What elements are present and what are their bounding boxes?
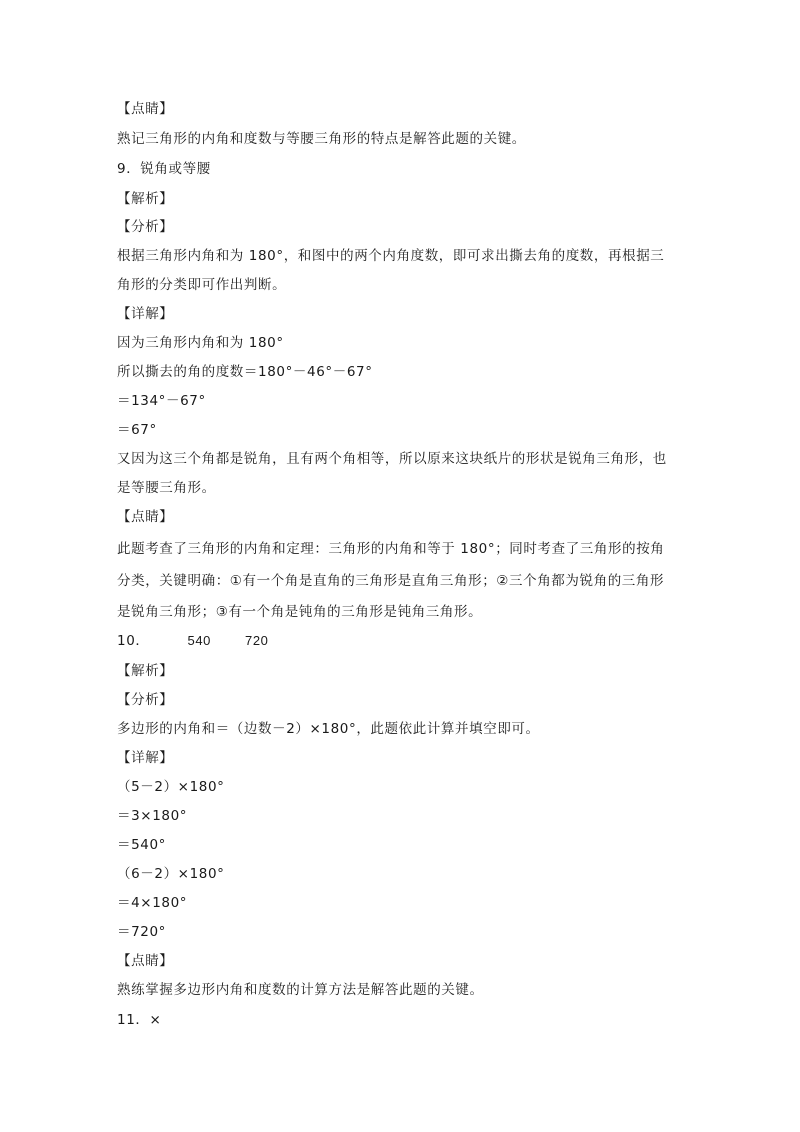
q10-calc: ＝720° <box>117 924 167 940</box>
q11-answer: 11．× <box>117 1012 162 1028</box>
q9-step: ＝134°－67° <box>117 393 206 409</box>
q10-fenxi-label: 【分析】 <box>117 692 174 708</box>
q9-conclusion: 又因为这三个角都是锐角，且有两个角相等，所以原来这块纸片的形状是锐角三角形，也 <box>117 451 667 467</box>
q10-number: 10． <box>117 633 150 649</box>
q9-xiangjie-label: 【详解】 <box>117 306 174 322</box>
q10-calc: ＝3×180° <box>117 808 188 824</box>
q9-fenxi-line: 角形的分类即可作出判断。 <box>117 277 287 293</box>
q10-jiexi-label: 【解析】 <box>117 663 174 679</box>
q10-answer <box>117 632 697 650</box>
q9-dianjing-label: 【点睛】 <box>117 509 174 525</box>
q9-step: 因为三角形内角和为 180° <box>117 335 284 351</box>
q10-answer-1: 540 <box>187 633 211 648</box>
q10-calc: （6－2）×180° <box>117 866 225 882</box>
q9-dianjing-line: 是锐角三角形；③有一个角是钝角的三角形是钝角三角形。 <box>117 604 483 620</box>
q10-dianjing-text: 熟练掌握多边形内角和度数的计算方法是解答此题的关键。 <box>117 982 484 998</box>
q10-calc: ＝4×180° <box>117 895 188 911</box>
q10-xiangjie-label: 【详解】 <box>117 750 174 766</box>
q10-calc: ＝540° <box>117 837 167 853</box>
q10-calc: （5－2）×180° <box>117 779 225 795</box>
q9-fenxi-label: 【分析】 <box>117 219 174 235</box>
q9-jiexi-label: 【解析】 <box>117 191 174 207</box>
dianjing-label: 【点睛】 <box>117 101 174 117</box>
q9-dianjing-line: 此题考查了三角形的内角和定理：三角形的内角和等于 180°；同时考查了三角形的按角 <box>117 541 665 557</box>
q9-dianjing-line: 分类，关键明确：①有一个角是直角的三角形是直角三角形；②三个角都为锐角的三角形 <box>117 573 665 589</box>
q10-fenxi-text: 多边形的内角和＝（边数－2）×180°，此题依此计算并填空即可。 <box>117 721 540 737</box>
q9-fenxi-line: 根据三角形内角和为 180°，和图中的两个内角度数，即可求出撕去角的度数，再根据三 <box>117 248 665 264</box>
q9-step: 所以撕去的角的度数＝180°－46°－67° <box>117 364 373 380</box>
q9-step: ＝67° <box>117 422 157 438</box>
q10-answer-2: 720 <box>244 633 269 648</box>
q9-conclusion: 是等腰三角形。 <box>117 480 216 496</box>
q9-answer: 9．锐角或等腰 <box>117 161 211 177</box>
q10-dianjing-label: 【点睛】 <box>117 953 174 969</box>
dianjing-text: 熟记三角形的内角和度数与等腰三角形的特点是解答此题的关键。 <box>117 131 526 147</box>
